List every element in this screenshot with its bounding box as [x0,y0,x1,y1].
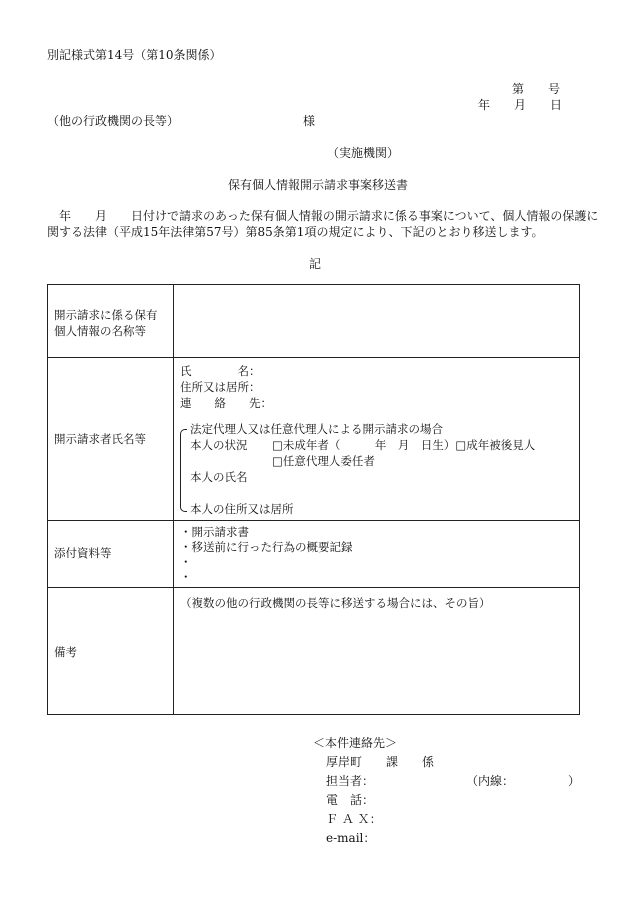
sender: （実施機関） [327,146,400,160]
table-row [48,358,580,521]
document-title: 保有個人情報開示請求事案移送書 [228,178,409,192]
contact-extension: （内線： ） [466,774,581,788]
addressee: （他の行政機関の長等） [47,114,180,128]
row2-value-cell[interactable] [174,358,580,521]
row1-label-line2: 個人情報の名称等 [54,324,146,338]
attachment-item: ・ [180,555,192,569]
form-number: 別記様式第14号（第10条関係） [47,48,222,62]
document-number: 第 号 [512,82,561,96]
row1-value-cell[interactable] [174,285,580,358]
row1-label-line1: 開示請求に係る保有 [54,308,158,322]
body-line-2: 関する法律（平成15年法律第57号）第85条第1項の規定により、下記のとおり移送します。 [47,225,544,239]
person-status-option-1: □未成年者（ 年 月 日生）□成年被後見人 [272,438,536,452]
attachment-item: ・移送前に行った行為の概要記録 [180,540,353,554]
table-row [48,285,580,358]
table-row [48,588,580,715]
contact-phone: 電 話： [326,793,375,807]
row2-label: 開示請求者氏名等 [54,432,146,446]
row1-label-cell [48,285,174,358]
person-address-field: 本人の住所又は居所 [190,502,294,516]
agent-bracket [180,429,187,512]
row4-label: 備考 [54,645,77,659]
contact-email: e-mail： [326,831,376,845]
contact-fax: Ｆ Ａ Ｘ： [326,812,382,826]
attachment-item: ・ [180,570,192,584]
requester-address-field: 住所又は居所： [180,380,261,394]
contact-office: 厚岸町 課 係 [326,755,435,769]
table-row [48,521,580,588]
contact-person: 担当者： [326,774,375,788]
remarks-note: （複数の他の行政機関の長等に移送する場合には、その旨） [180,596,491,610]
attachment-item: ・開示請求書 [180,525,249,539]
row2-label-cell [48,358,174,521]
transfer-table [47,284,580,715]
body-line-1: 年 月 日付けで請求のあった保有個人情報の開示請求に係る事案について、個人情報の保護に [47,209,599,223]
person-name-field: 本人の氏名 [190,470,248,484]
person-status-label: 本人の状況 [190,438,248,452]
row4-value-cell[interactable] [174,588,580,715]
person-status-option-2: □任意代理人委任者 [272,454,375,468]
row3-label: 添付資料等 [54,546,112,560]
requester-name-field: 氏 名： [180,364,261,378]
row4-label-cell [48,588,174,715]
requester-contact-field: 連 絡 先： [180,396,272,410]
agent-title: 法定代理人又は任意代理人による開示請求の場合 [190,422,443,436]
row3-value-cell[interactable] [174,521,580,588]
document-date: 年 月 日 [478,98,563,112]
row3-label-cell [48,521,174,588]
ki-heading: 記 [309,257,322,271]
honorific: 様 [303,114,316,128]
contact-heading: ＜本件連絡先＞ [313,736,398,750]
